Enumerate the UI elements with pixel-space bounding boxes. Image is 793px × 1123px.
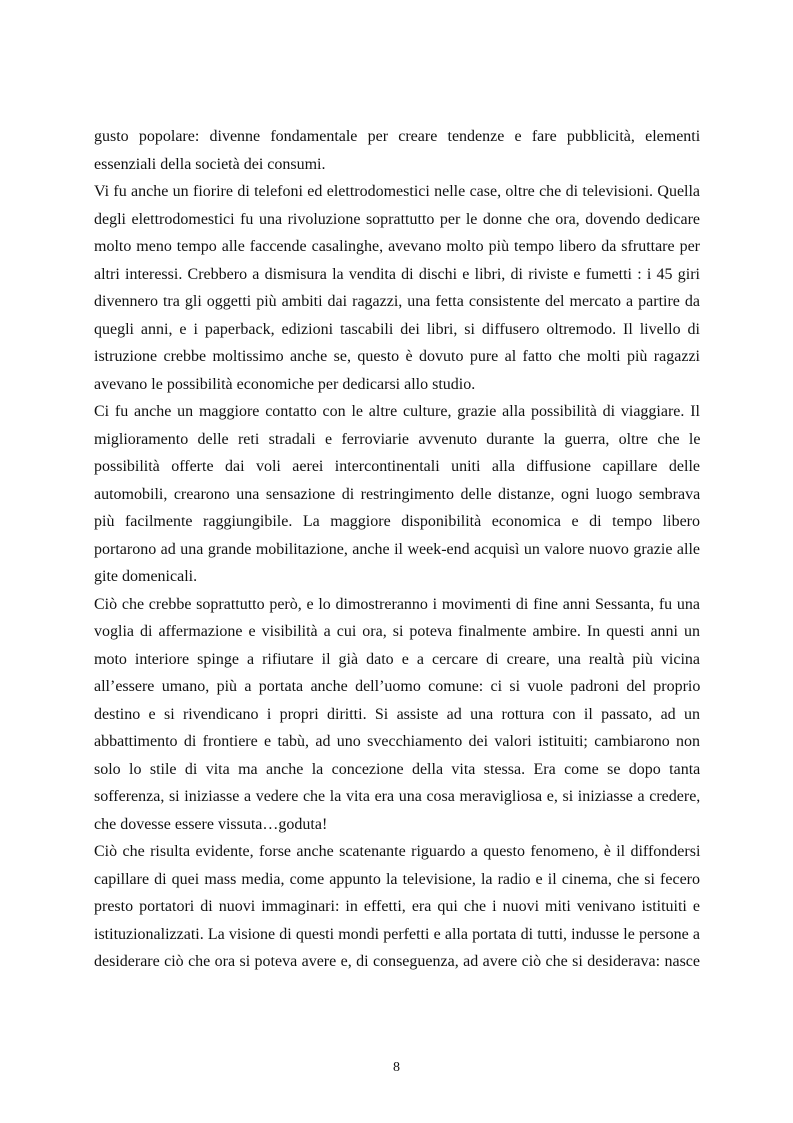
text-line: che dovesse essere vissuta…goduta! bbox=[94, 815, 328, 833]
text-line: quegli anni, e i paperback, edizioni tascabili dei libri, si diffusero oltremodo. Il livello di bbox=[94, 320, 700, 338]
text-line: essenziali della società dei consumi. bbox=[94, 155, 326, 173]
text-line: avevano le possibilità economiche per dedicarsi allo studio. bbox=[94, 375, 476, 393]
text-line: istruzione crebbe moltissimo anche se, questo è dovuto pure al fatto che molti più ragazzi bbox=[94, 348, 700, 365]
text-line: moto interiore spinge a rifiutare il già dato e a cercare di creare, una realtà più vicina bbox=[94, 650, 700, 668]
text-line: voglia di affermazione e visibilità a cui ora, si poteva finalmente ambire. In questi anni un bbox=[94, 623, 700, 640]
page-number: 8 bbox=[393, 1060, 400, 1075]
text-line: molto meno tempo alle faccende casalinghe, avevano molto più tempo libero da sfruttare per bbox=[94, 238, 700, 255]
text-line: desiderare ciò che ora si poteva avere e, di conseguenza, ad avere ciò che si desiderava: nasce bbox=[94, 953, 700, 970]
text-line: divennero tra gli oggetti più ambiti dai ragazzi, una fetta consistente del mercato a partire da bbox=[94, 293, 700, 310]
text-line: all’essere umano, più a portata anche dell’uomo comune: ci si vuole padroni del proprio bbox=[94, 678, 701, 695]
text-line: possibilità offerte dai voli aerei intercontinentali uniti alla diffusione capillare delle bbox=[94, 458, 700, 475]
text-line: destino e si rivendicano i propri diritti. Si assiste ad una rottura con il passato, ad un bbox=[94, 705, 700, 723]
text-line: Ciò che crebbe soprattutto però, e lo dimostreranno i movimenti di fine anni Sessanta, fu una bbox=[94, 595, 700, 613]
text-line: degli elettrodomestici fu una rivoluzione soprattutto per le donne che ora, dovendo dedicare bbox=[94, 210, 700, 228]
text-line: istituzionalizzati. La visione di questi mondi perfetti e alla portata di tutti, indusse le persone a bbox=[94, 925, 700, 943]
text-line: abbattimento di frontiere e tabù, ad uno svecchiamento dei valori istituiti; cambiarono non bbox=[94, 733, 701, 750]
text-line: sofferenza, si iniziasse a vedere che la vita era una cosa meravigliosa e, si iniziasse a credere, bbox=[94, 788, 701, 805]
text-line: solo lo stile di vita ma anche la concezione della vita stessa. Era come se dopo tanta bbox=[94, 760, 701, 778]
text-line: più facilmente raggiungibile. La maggiore disponibilità economica e di tempo libero bbox=[94, 513, 700, 530]
text-line: Ci fu anche un maggiore contatto con le altre culture, grazie alla possibilità di viaggiare. Il bbox=[94, 403, 700, 420]
text-line: presto portatori di nuovi immaginari: in effetti, era qui che i nuovi miti venivano istituiti e bbox=[94, 898, 700, 915]
text-line: capillare di quei mass media, come appunto la televisione, la radio e il cinema, che si fecero bbox=[94, 870, 700, 888]
text-line: gite domenicali. bbox=[94, 568, 198, 585]
text-line: portarono ad una grande mobilitazione, anche il week-end acquisì un valore nuovo grazie alle bbox=[94, 540, 700, 558]
body-text bbox=[94, 128, 700, 981]
text-line: Vi fu anche un fiorire di telefoni ed elettrodomestici nelle case, oltre che di televisioni. Quella bbox=[94, 183, 701, 200]
text-line: miglioramento delle reti stradali e ferroviarie avvenuto durante la guerra, oltre che le bbox=[94, 430, 701, 448]
text-line: automobili, crearono una sensazione di restringimento delle distanze, ogni luogo sembrava bbox=[94, 485, 701, 503]
text-line: altri interessi. Crebbero a dismisura la vendita di dischi e libri, di riviste e fumetti : i 45 giri bbox=[94, 265, 700, 283]
text-line: gusto popolare: divenne fondamentale per creare tendenze e fare pubblicità, elementi bbox=[94, 128, 701, 145]
text-line: Ciò che risulta evidente, forse anche scatenante riguardo a questo fenomeno, è il diffondersi bbox=[94, 843, 701, 860]
